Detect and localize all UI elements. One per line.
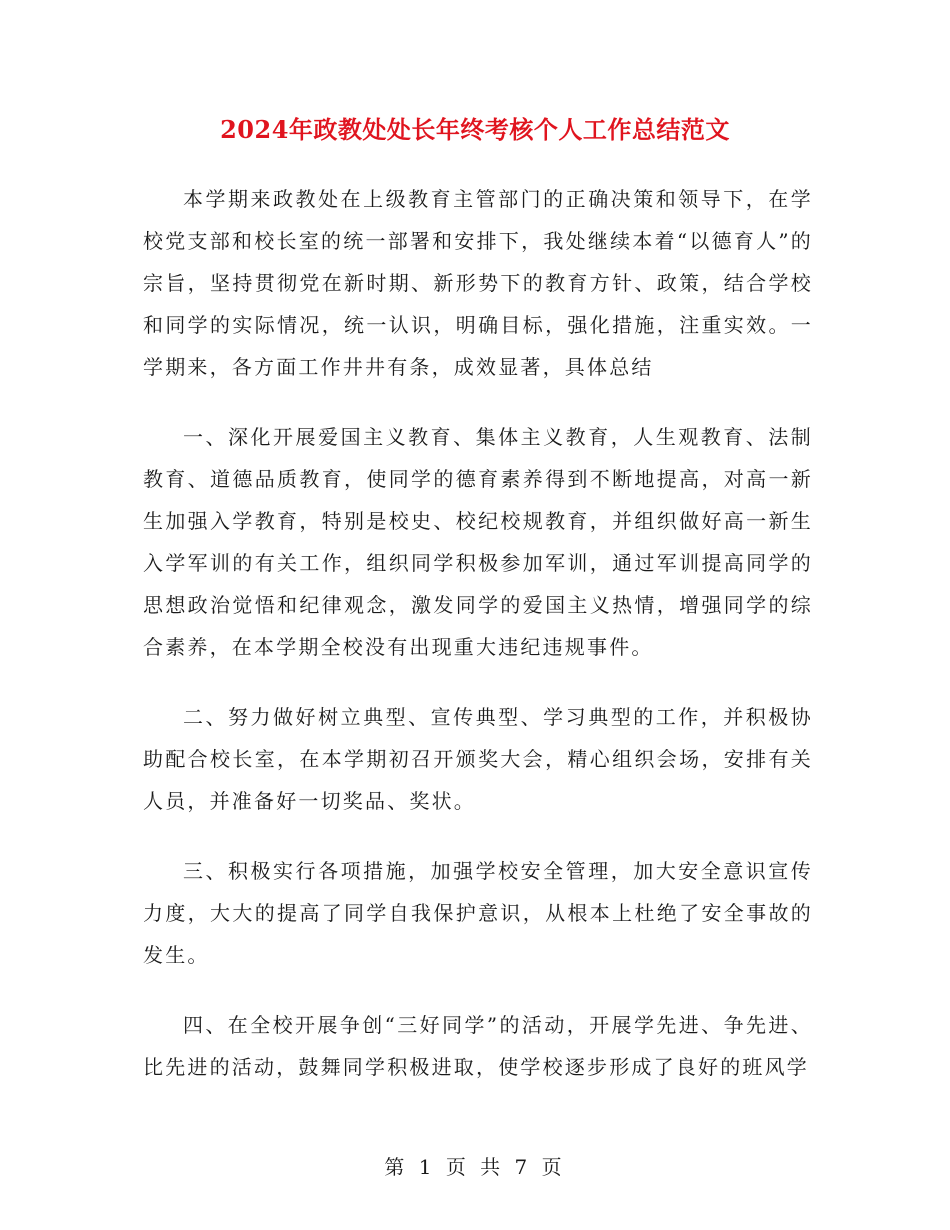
page-number-footer: 第 1 页 共 7 页 [384, 1155, 566, 1179]
paragraph-section-4: 四、在全校开展争创“三好同学”的活动，开展学先进、争先进、比先进的活动，鼓舞同学积极进取，使学校逐步形成了良好的班风学 [143, 1013, 813, 1079]
paragraph-section-3: 三、积极实行各项措施，加强学校安全管理，加大安全意识宣传力度，大大的提高了同学自我保护意识，从根本上杜绝了安全事故的发生。 [143, 859, 813, 967]
paragraph-section-1: 一、深化开展爱国主义教育、集体主义教育，人生观教育、法制教育、道德品质教育，使同学的德育素养得到不断地提高，对高一新生加强入学教育，特别是校史、校纪校规教育，并组织做好高一新生入学军训的有关工作，组织同学积极参加军训，通过军训提高同学的思想政治觉悟和纪律观念，激发同学的爱国主义热情，增强同学的综合素养，在本学期全校没有出现重大违纪违规事件。 [143, 425, 813, 659]
paragraph-section-2: 二、努力做好树立典型、宣传典型、学习典型的工作，并积极协助配合校长室，在本学期初召开颁奖大会，精心组织会场，安排有关人员，并准备好一切奖品、奖状。 [143, 705, 813, 813]
document-title: 2024年政教处处长年终考核个人工作总结范文 [220, 115, 730, 144]
document-body [143, 178, 813, 1116]
paragraph-intro: 本学期来政教处在上级教育主管部门的正确决策和领导下，在学校党支部和校长室的统一部署和安排下，我处继续本着“以德育人”的宗旨，坚持贯彻党在新时期、新形势下的教育方针、政策，结合学校和同学的实际情况，统一认识，明确目标，强化措施，注重实效。一学期来，各方面工作井井有条，成效显著，具体总结 [143, 187, 813, 379]
